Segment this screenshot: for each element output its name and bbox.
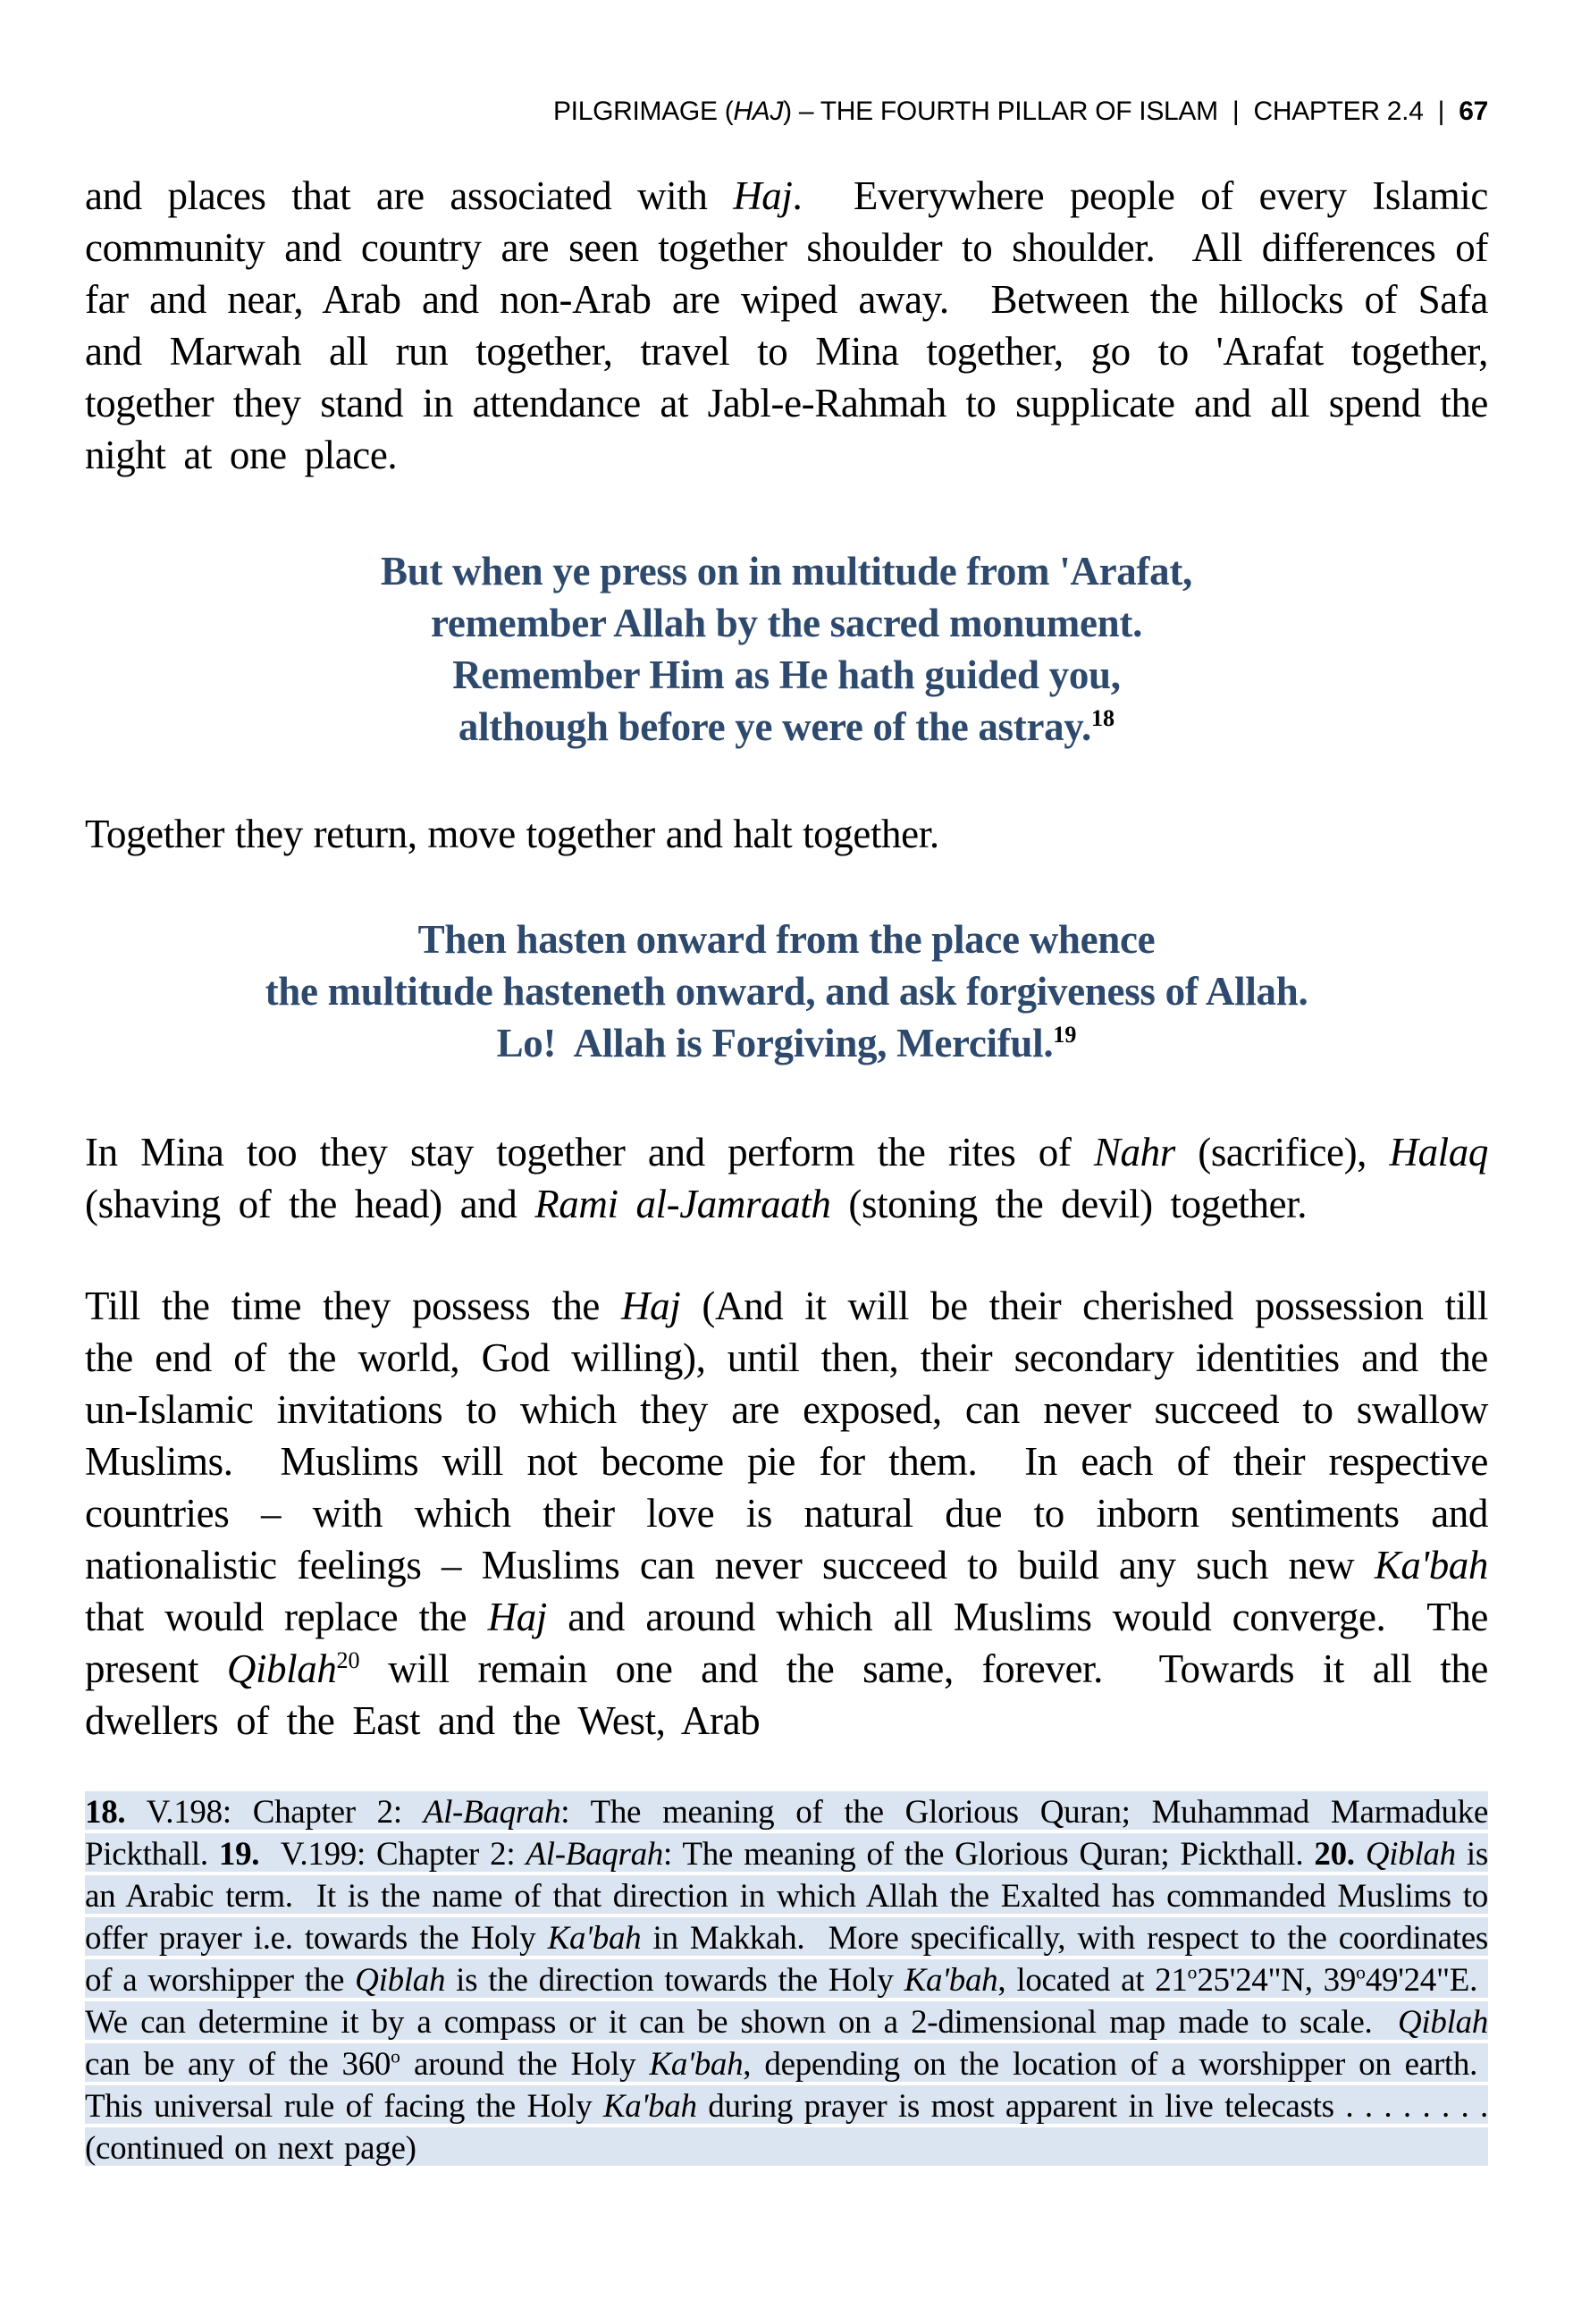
quran-quote-hasten-onward: Then hasten onward from the place whence the multitude hasteneth onward, and ask forgiveness of Allah. Lo! Allah is Forgiving, Merciful.$^{19}$ xyxy=(265,917,1308,1065)
para-mina-rites: In Mina too they stay together and perform the rites of Nahr (sacrifice), Halaq (shaving of the head) and Rami al-Jamraath (stoning the devil) together. xyxy=(85,1130,1488,1226)
para-together-return: Together they return, move together and halt together. xyxy=(85,812,939,856)
running-header: PILGRIMAGE (HAJ) – THE FOURTH PILLAR OF ISLAM | CHAPTER 2.4 | 67 xyxy=(552,97,1488,126)
para-haj-possession: Till the time they possess the Haj (And it will be their cherished possession till the end of the world, God willing), until then, their secondary identities and the un-Islamic invitations to which they are exposed, can never succeed to swallow Muslims. Muslims will not become pie for them. In each of their respective countries – with which their love is natural due to inborn sentiments and nationalistic feelings – Muslims can never succeed to build any such new Ka'bah that would replace the Haj and around which all Muslims would converge. The present Qiblah$^{20}$ will remain one and the same, forever. Towards it all the dwellers of the East and the West, Arab xyxy=(85,1284,1489,1743)
quran-quote-arafat: But when ye press on in multitude from 'Arafat, remember Allah by the sacred monument. Remember Him as He hath guided you, although before ye were of the astray.$^{18}$ xyxy=(380,549,1192,749)
footnotes-block: 18. V.198: Chapter 2: Al-Baqrah: The meaning of the Glorious Quran; Muhammad Marmaduke Pickthall. 19. V.199: Chapter 2: Al-Baqrah: The meaning of the Glorious Quran; Pickthall. 20. Qiblah is an Arabic term. It is the name of that direction in which Allah the Exalted has commanded Muslims to offer prayer i.e. towards the Holy Ka'bah in Makkah. More specifically, with respect to the coordinates of a worshipper the Qiblah is the direction towards the Holy Ka'bah, located at 21$^o$25'24"N, 39$^o$49'24"E. We can determine it by a compass or it can be shown on a 2-dimensional map made to scale. Qiblah can be any of the 360$^o$ around the Holy Ka'bah, depending on the location of a worshipper on earth. This universal rule of facing the Holy Ka'bah during prayer is most apparent in live telecasts . . . . . . . . (continued on next page) xyxy=(85,1791,1488,2169)
para-haj-gathering: and places that are associated with Haj. Everywhere people of every Islamic community and country are seen together shoulder to shoulder. All differences of far and near, Arab and non-Arab are wiped away. Between the hillocks of Safa and Marwah all run together, travel to Mina together, go to 'Arafat together, together they stand in attendance at Jabl-e-Rahmah to supplicate and all spend the night at one place. xyxy=(85,173,1488,477)
